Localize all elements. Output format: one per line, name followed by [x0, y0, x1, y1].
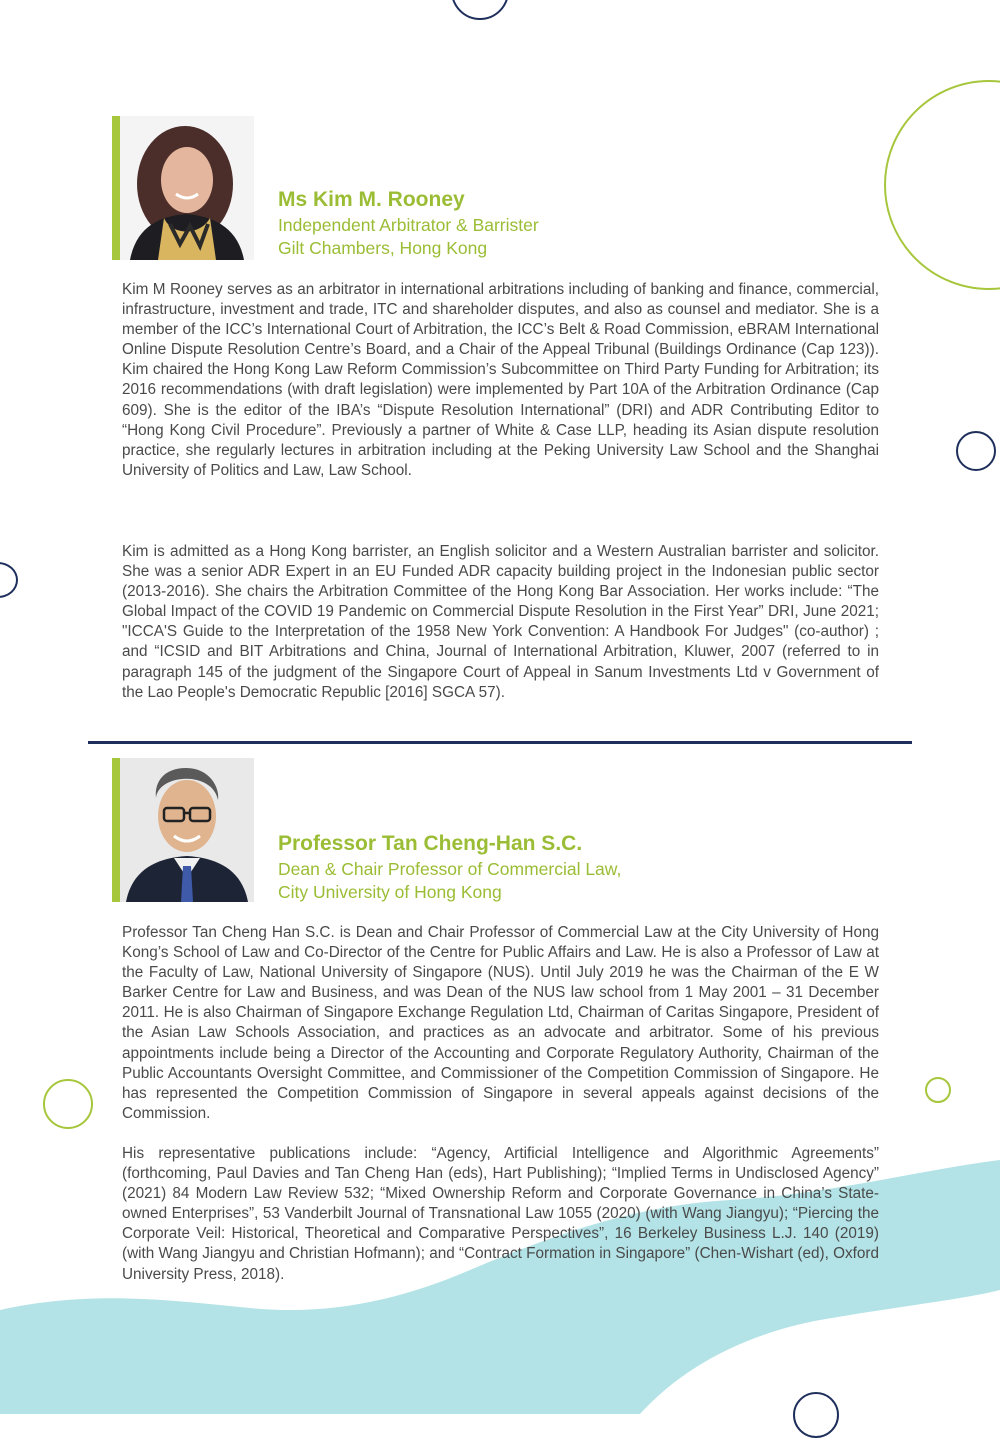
speaker-1-bio-paragraph-1: Kim M Rooney serves as an arbitrator in international arbitrations including of banking and finance, commercial, infrastructure, investment and trade, ITC and shareholder disputes, and also as counsel and mediator. She is a member of the ICC’s International Court of Arbitration, the ICC’s Belt & Road Commission, eBRAM International Online Dispute Resolution Centre’s Board, and a Chair of the Appeal Tribunal (Buildings Ordinance (Cap 123)). Kim chaired the Hong Kong Law Reform Commission’s Subcommittee on Third Party Funding for Arbitration; its 2016 recommendations (with draft legislation) were implemented by Part 10A of the Arbitration Ordinance (Cap 609). She is the editor of the IBA’s “Dispute Resolution International” (DRI) and ADR Contributing Editor to “Hong Kong Civil Procedure”. Previously a partner of White & Case LLP, heading its Asian dispute resolution practice, she regularly lectures in arbitration including at the Peking University Law School and the Shanghai University of Politics and Law, Law School.: [122, 281, 879, 479]
speaker-1-bio-paragraph-2: Kim is admitted as a Hong Kong barrister, an English solicitor and a Western Australian barrister and solicitor. She was a senior ADR Expert in an EU Funded ADR capacity building project in the Indonesian public sector (2013-2016). She chairs the Arbitration Committee of the Hong Kong Bar Association. Her works include: “The Global Impact of the COVID 19 Pandemic on Commercial Dispute Resolution in the First Year” DRI, June 2021; "ICCA'S Guide to the Interpretation of the 1958 New York Convention: A Handbook For Judges" (co-author) ; and “ICSID and BIT Arbitrations and China, Journal of International Arbitration, Kluwer, 2007 (referred to in paragraph 145 of the judgment of the Singapore Court of Appeal in Sanum Investments Ltd v Government of the Lao People's Democratic Republic [2016] SGCA 57).: [122, 543, 879, 701]
speaker-1-title: Independent Arbitrator & Barrister: [278, 215, 539, 235]
speaker-1-organization: Gilt Chambers, Hong Kong: [278, 238, 488, 258]
speaker-2-accent-bar: [112, 758, 120, 902]
speaker-2-name: Professor Tan Cheng-Han S.C.: [278, 832, 583, 855]
deco-circle-bottom-navy: [793, 1392, 839, 1438]
speaker-2-photo: [120, 758, 254, 902]
deco-circle-right-green: [925, 1077, 951, 1103]
speaker-2-bio-paragraph-2: His representative publications include: “Agency, Artificial Intelligence and Algorithmic Agreements” (forthcoming, Paul Davies and Tan Cheng Han (eds), Hart Publishing); “Implied Terms in Undisclosed Agency” (2021) 84 Modern Law Review 532; “Mixed Ownership Reform and Corporate Governance in China’s State-owned Enterprises”, 53 Vanderbilt Journal of Transnational Law 1055 (2020) (with Wang Jiangyu); “Piercing the Corporate Veil: Historical, Theoretical and Comparative Perspectives”, 16 Berkeley Business L.J. 140 (2019) (with Wang Jiangyu and Christian Hofmann); and “Contract Formation in Singapore” (Chen-Wishart (ed), Oxford University Press, 2018).: [122, 1145, 879, 1283]
section-divider: [88, 741, 912, 744]
speaker-2-organization: City University of Hong Kong: [278, 882, 502, 902]
speaker-1-photo: [120, 116, 254, 260]
deco-circle-left-green: [43, 1079, 93, 1129]
speaker-1-name: Ms Kim M. Rooney: [278, 188, 465, 211]
speaker-1-accent-bar: [112, 116, 120, 260]
speaker-2-bio-paragraph-1: Professor Tan Cheng Han S.C. is Dean and Chair Professor of Commercial Law at the City University of Hong Kong’s School of Law and Co-Director of the Centre for Public Affairs and Law. He is also a Professor of Law at the Faculty of Law, National University of Singapore (NUS). Until July 2019 he was the Chairman of the E W Barker Centre for Law and Business, and was Dean of the NUS law school from 1 May 2001 – 31 December 2011. He is also Chairman of Singapore Exchange Regulation Ltd, Chairman of Caritas Singapore, President of the Asian Law Schools Association, and practices as an advocate and arbitrator. Some of his previous appointments include being a Director of the Accounting and Corporate Regulatory Authority, Chairman of the Public Accountants Oversight Committee, and Commissioner of the Competition Commission of Singapore. He has represented the Competition Commission of Singapore in several appeals against decisions of the Commission.: [122, 924, 879, 1122]
speaker-2-title: Dean & Chair Professor of Commercial Law,: [278, 859, 622, 879]
deco-circle-right-navy: [956, 431, 996, 471]
